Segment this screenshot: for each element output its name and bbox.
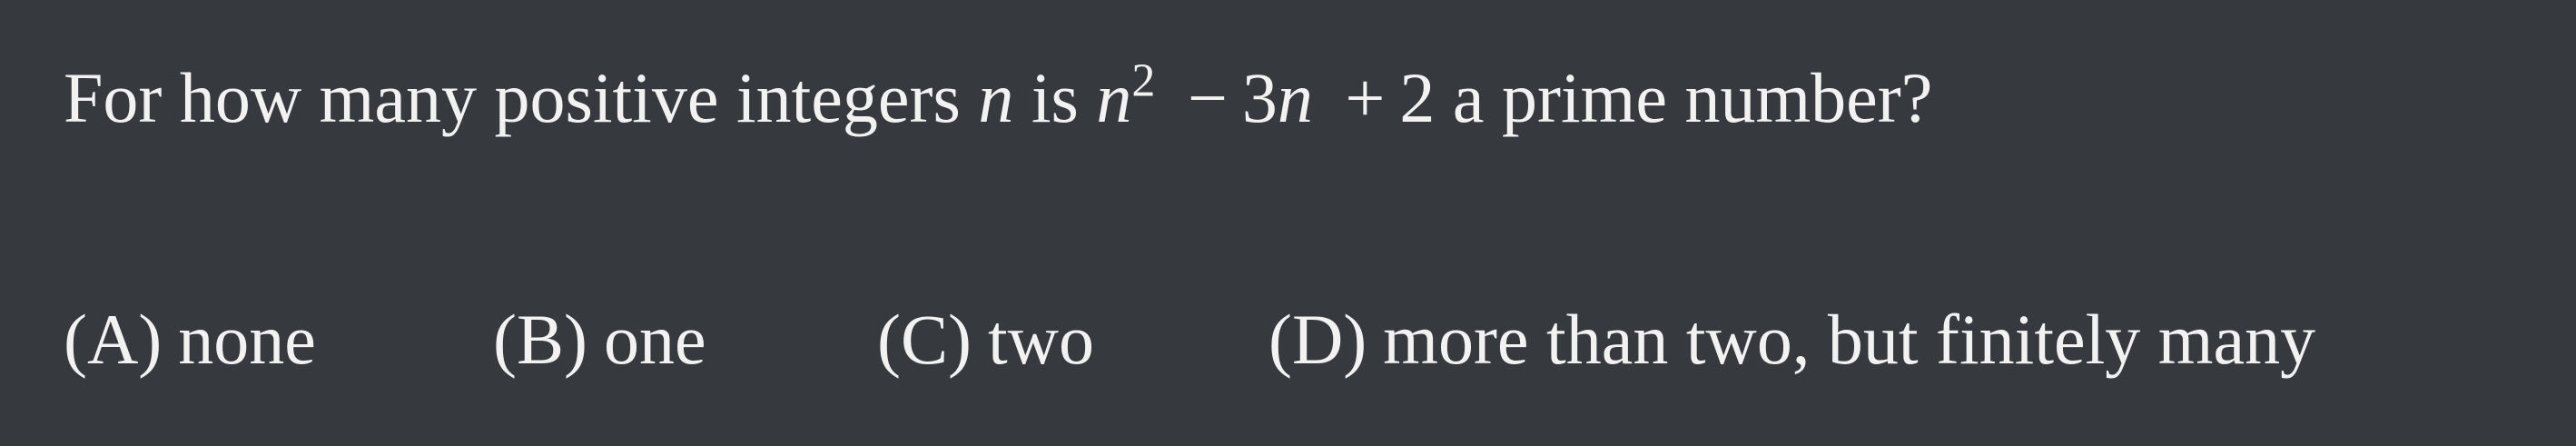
choice-b[interactable] xyxy=(493,294,706,385)
choice-a-text: none xyxy=(178,300,316,379)
coefficient-3: 3 xyxy=(1241,58,1278,137)
question-is-word: is xyxy=(1031,58,1079,137)
choice-a[interactable] xyxy=(64,294,316,385)
expression-n: n xyxy=(1277,58,1313,137)
choice-b-label: (B) xyxy=(493,300,587,379)
question-prefix: For how many positive integers xyxy=(64,58,961,137)
plus-sign: + xyxy=(1345,58,1386,137)
choice-d-label: (D) xyxy=(1268,300,1367,379)
expression-base-n: n xyxy=(1096,58,1132,137)
question-suffix: a prime number? xyxy=(1452,58,1933,137)
choice-c-text: two xyxy=(987,300,1094,379)
constant-2: 2 xyxy=(1399,58,1436,137)
question-text xyxy=(64,53,1932,144)
variable-n: n xyxy=(978,58,1014,137)
choice-d[interactable] xyxy=(1268,294,2315,385)
expression-exponent: 2 xyxy=(1131,55,1156,107)
choice-c[interactable] xyxy=(877,294,1094,385)
choice-d-text: more than two, but finitely many xyxy=(1383,300,2316,379)
choice-b-text: one xyxy=(603,300,706,379)
minus-sign: − xyxy=(1187,58,1228,137)
choice-c-label: (C) xyxy=(877,300,972,379)
choice-a-label: (A) xyxy=(64,300,163,379)
